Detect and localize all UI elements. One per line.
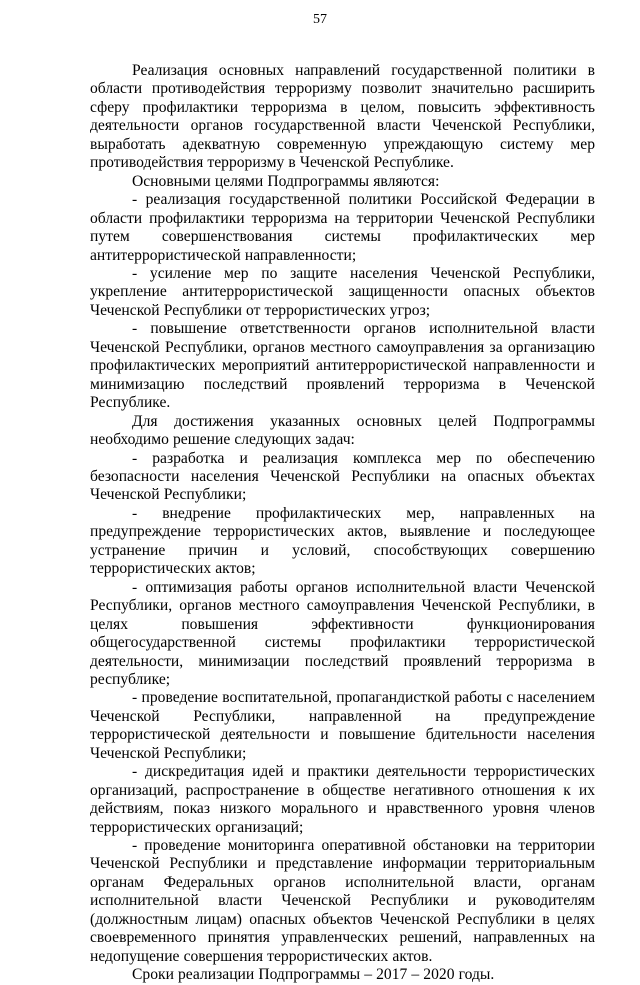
paragraph-goals-heading: Основными целями Подпрограммы являются: [132,172,440,190]
list-item-task-1: - разработка и реализация комплекса мер по обеспечению безопасности населения Чеченской Республики на опасных объектах Чеченской Республики; [90,449,595,504]
paragraph-intro: Реализация основных направлений государственной политики в области противодействия терроризму позволит значительно расширить сферу профилактики терроризма в целом, повысить эффективность деятельности органов государственной власти Чеченской Республики, выработать адекватную современную упреждающую систему мер противодействия терроризму в Чеченской Республике. [90,62,595,172]
document-body [90,62,595,985]
page-number: 57 [313,12,327,27]
list-item-task-6: - проведение мониторинга оперативной обстановки на территории Чеченской Республики и представление информации территориальным органам Федеральных органов исполнительной власти, органам исполнительной власти Чеченской Республики и руководителям (должностным лицам) опасных объектов Чеченской Республики в целях своевременного принятия управленческих решений, направленных на недопущение совершения террористических актов. [90,837,595,965]
list-item-goal-3: - повышение ответственности органов исполнительной власти Чеченской Республики, органов местного самоуправления за организацию профилактических мероприятий антитеррористической направленности и минимизацию последствий проявлений терроризма в Чеченской Республике. [90,320,595,412]
list-item-task-4: - проведение воспитательной, пропагандисткой работы с населением Чеченской Республики, направленной на предупреждение террористической деятельности и повышение бдительности населения Чеченской Республики; [90,689,595,762]
list-item-goal-2: - усиление мер по защите населения Чеченской Республики, укрепление антитеррористической защищенности опасных объектов Чеченской Республики от террористических угроз; [90,264,595,319]
list-item-task-3: - оптимизация работы органов исполнительной власти Чеченской Республики, органов местного самоуправления Чеченской Республики, в целях повышения эффективности функционирования общегосударственной системы профилактики террористической деятельности, минимизации последствий проявлений терроризма в республике; [90,578,595,688]
list-item-task-2: - внедрение профилактических мер, направленных на предупреждение террористических актов, выявление и последующее устранение причин и условий, способствующих совершению террористических актов; [90,504,595,578]
list-item-task-5: - дискредитация идей и практики деятельности террористических организаций, распространение в обществе негативного отношения к их действиям, показ низкого морального и нравственного уровня членов террористических организаций; [90,763,595,836]
list-item-goal-1: - реализация государственной политики Российской Федерации в области профилактики терроризма на территории Чеченской Республики путем совершенствования системы профилактических мер антитеррористической направленности; [90,191,595,264]
paragraph-timeline: Сроки реализации Подпрограммы – 2017 – 2020 годы. [132,966,495,984]
paragraph-tasks-heading: Для достижения указанных основных целей Подпрограммы необходимо решение следующих задач: [90,412,595,449]
